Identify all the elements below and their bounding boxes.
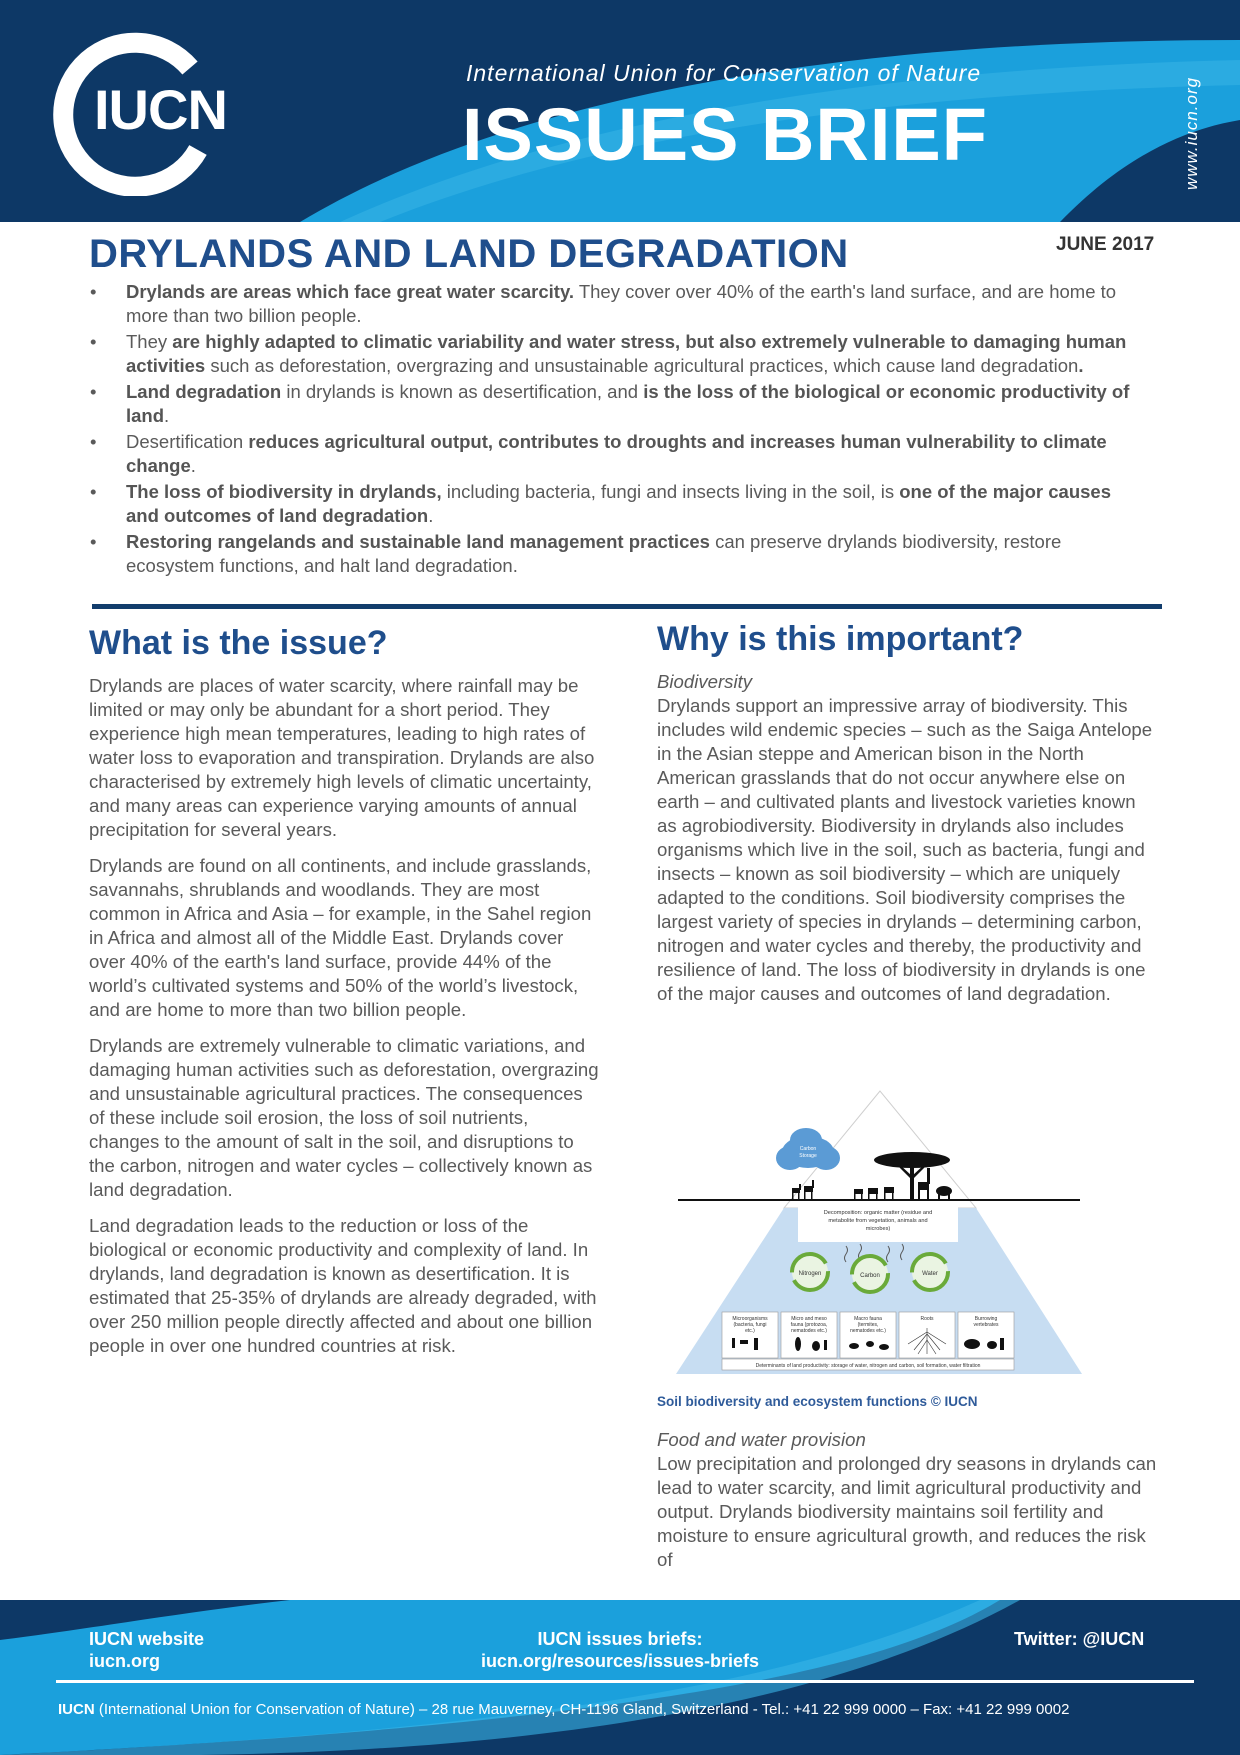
- importance-heading: Why is this important?: [657, 620, 1024, 658]
- summary-bold-text: .: [1078, 355, 1084, 376]
- issues-briefs-link[interactable]: iucn.org/resources/issues-briefs: [480, 1651, 760, 1671]
- issue-paragraph: Drylands are found on all continents, and include grasslands, savannahs, shrublands and woodlands. They are most common in Africa and Asia – for example, in the Sahel region in Africa and almost all of the Middle East. Drylands cover over 40% of the earth's land surface, provide 44% of the world’s cultivated systems and 50% of the world’s livestock, and are home to more than two billion people.: [89, 855, 592, 1020]
- organization-name: International Union for Conservation of Nature: [466, 60, 982, 86]
- food-water-subheading: Food and water provision: [657, 1429, 866, 1450]
- figure-caption: Soil biodiversity and ecosystem functions © IUCN: [657, 1394, 978, 1409]
- summary-text: .: [428, 505, 434, 526]
- svg-text:nematodes etc.): nematodes etc.): [850, 1328, 886, 1334]
- cloud-label: Storage: [799, 1153, 817, 1159]
- summary-bullet: [88, 480, 1138, 528]
- issues-briefs-label: IUCN issues briefs:: [537, 1629, 703, 1649]
- importance-column: [657, 670, 1157, 1006]
- website-vertical-url: www.iucn.org: [1182, 76, 1201, 190]
- summary-bold-text: Land degradation: [126, 381, 282, 402]
- website-link[interactable]: iucn.org: [89, 1651, 160, 1671]
- svg-text:Roots: Roots: [920, 1316, 934, 1322]
- svg-text:Macro fauna: Macro fauna: [854, 1316, 882, 1322]
- summary-text: Desertification: [126, 431, 249, 452]
- document-date: JUNE 2017: [1056, 234, 1155, 255]
- summary-text: in drylands is known as desertification, and: [281, 381, 644, 402]
- issues-brief-title: ISSUES BRIEF: [462, 93, 988, 176]
- summary-text: can preserve drylands biodiversity, restore ecosystem functions, and halt land degradation.: [126, 531, 1062, 576]
- food-water-section: [657, 1428, 1157, 1572]
- issue-column: [89, 674, 599, 1370]
- issue-heading: What is the issue?: [89, 624, 388, 662]
- svg-text:nematodes etc.): nematodes etc.): [791, 1328, 827, 1334]
- issue-paragraph: Land degradation leads to the reduction or loss of the biological or economic productivity and complexity of land. In drylands, land degradation is known as desertification. It is estimated that 25-35% of drylands are already degraded, with over 250 million people directly affected and about one billion people in over one hundred countries at risk.: [89, 1215, 597, 1356]
- summary-text: including bacteria, fungi and insects living in the soil, is: [441, 481, 900, 502]
- determinants-label: Determinants of land productivity: storage of water, nitrogen and carbon, soil formation, water filtration: [755, 1363, 981, 1369]
- summary-text: .: [190, 455, 196, 476]
- svg-text:(bacteria, fungi: (bacteria, fungi: [733, 1322, 767, 1328]
- summary-bold-text: is the loss of the biological or economic productivity of land: [126, 381, 1130, 426]
- footer-divider: [56, 1680, 1194, 1683]
- water-cycle-icon: [912, 1254, 948, 1290]
- svg-text:Carbon: Carbon: [860, 1273, 880, 1279]
- twitter-handle[interactable]: Twitter: @IUCN: [1014, 1629, 1145, 1649]
- organism-box: [781, 1312, 837, 1358]
- svg-text:Burrowing: Burrowing: [974, 1316, 998, 1322]
- svg-text:Nitrogen: Nitrogen: [798, 1271, 822, 1277]
- decomposition-label: microbes): [865, 1226, 891, 1232]
- summary-bold-text: Restoring rangelands and sustainable land management practices: [126, 531, 710, 552]
- address-org: IUCN: [58, 1701, 95, 1718]
- footer-issues-briefs: [470, 1628, 770, 1672]
- decomposition-label: metabolite from vegetation, animals and: [828, 1218, 928, 1224]
- summary-text: They cover over 40% of the earth's land surface, and are home to more than two billion people.: [126, 281, 1117, 326]
- svg-text:Micro and meso: Micro and meso: [791, 1316, 827, 1322]
- animal-silhouettes-icon: [792, 1168, 952, 1200]
- issue-paragraph: Drylands are places of water scarcity, where rainfall may be limited or may only be abundant for a short period. They experience high mean temperatures, leading to high rates of water loss to evaporation and transpiration. Drylands are also characterised by extremely high levels of climatic uncertainty, and many areas can experience varying amounts of annual precipitation for several years.: [89, 675, 595, 840]
- footer-address: [58, 1701, 1069, 1718]
- summary-bold-text: reduces agricultural output, contributes to droughts and increases human vulnerability to climate change: [126, 431, 1107, 476]
- summary-text: They: [126, 331, 173, 352]
- decomposition-label: Decomposition: organic matter (residue and: [823, 1210, 933, 1216]
- summary-bullet: [88, 330, 1138, 378]
- svg-text:etc.): etc.): [745, 1328, 755, 1334]
- summary-bullet: [88, 380, 1138, 428]
- summary-bold-text: one of the major causes and outcomes of land degradation: [126, 481, 1112, 526]
- section-divider: [92, 604, 1162, 609]
- header-banner: [0, 0, 1240, 222]
- summary-bullet: [88, 280, 1138, 328]
- carbon-cycle-icon: [852, 1256, 888, 1292]
- summary-bold-text: are highly adapted to climatic variability and water stress, but also extremely vulnerable to damaging human activities: [126, 331, 1127, 376]
- address-details: (International Union for Conservation of Nature) – 28 rue Mauverney, CH-1196 Gland, Switzerland - Tel.: +41 22 999 0000 – Fax: +41 22 999 0002: [94, 1701, 1070, 1718]
- biodiversity-subheading: Biodiversity: [657, 671, 753, 692]
- cloud-label: Carbon: [799, 1146, 817, 1152]
- food-water-paragraph: Low precipitation and prolonged dry seasons in drylands can lead to water scarcity, and limit agricultural productivity and output. Drylands biodiversity maintains soil fertility and moisture to ensure agricultural growth, and reduces the risk of: [657, 1453, 1157, 1570]
- summary-bullet-list: [88, 280, 1138, 580]
- organism-box: [722, 1312, 778, 1358]
- soil-biodiversity-diagram: [674, 1088, 1084, 1376]
- svg-text:Microorganisms: Microorganisms: [732, 1316, 768, 1322]
- issue-paragraph: Drylands are extremely vulnerable to climatic variations, and damaging human activities such as deforestation, overgrazing and unsustainable agricultural practices. The consequences of these include soil erosion, the loss of soil nutrients, changes to the amount of salt in the soil, and disruptions to the carbon, nitrogen and water cycles – collectively known as land degradation.: [89, 1035, 599, 1200]
- svg-text:vertebrates: vertebrates: [973, 1322, 999, 1328]
- svg-text:Water: Water: [922, 1271, 938, 1277]
- nitrogen-cycle-icon: [792, 1254, 828, 1290]
- footer-website: [89, 1628, 204, 1672]
- summary-bullet: [88, 530, 1138, 578]
- document-title: DRYLANDS AND LAND DEGRADATION: [89, 232, 849, 276]
- carbon-storage-cloud: [776, 1128, 840, 1170]
- organism-box: [958, 1312, 1014, 1358]
- organism-box: [840, 1312, 896, 1358]
- summary-text: such as deforestation, overgrazing and unsustainable agricultural practices, which cause land degradation: [205, 355, 1079, 376]
- summary-bold-text: The loss of biodiversity in drylands,: [126, 481, 442, 502]
- biodiversity-paragraph: Drylands support an impressive array of biodiversity. This includes wild endemic species – such as the Saiga Antelope in the Asian steppe and American bison in the North American grasslands that do not occur anywhere else on earth – and cultivated plants and livestock varieties known as agrobiodiversity. Biodiversity in drylands also includes organisms which live in the soil, such as bacteria, fungi and insects – known as soil biodiversity – which are uniquely adapted to the conditions. Soil biodiversity comprises the largest variety of species in drylands – determining carbon, nitrogen and water cycles and thereby, the productivity and resilience of land. The loss of biodiversity in drylands is one of the major causes and outcomes of land degradation.: [657, 695, 1153, 1004]
- summary-bullet: [88, 430, 1138, 478]
- svg-text:(termites,: (termites,: [857, 1322, 879, 1328]
- organism-box: [899, 1312, 955, 1358]
- svg-text:fauna (protozoa,: fauna (protozoa,: [790, 1322, 828, 1328]
- footer-banner: [0, 1600, 1240, 1755]
- footer-wave-graphic: [0, 1600, 1240, 1755]
- website-label: IUCN website: [89, 1629, 205, 1649]
- iucn-logo-text: IUCN: [94, 78, 227, 141]
- summary-bold-text: Drylands are areas which face great water scarcity.: [126, 281, 575, 302]
- summary-text: .: [164, 405, 170, 426]
